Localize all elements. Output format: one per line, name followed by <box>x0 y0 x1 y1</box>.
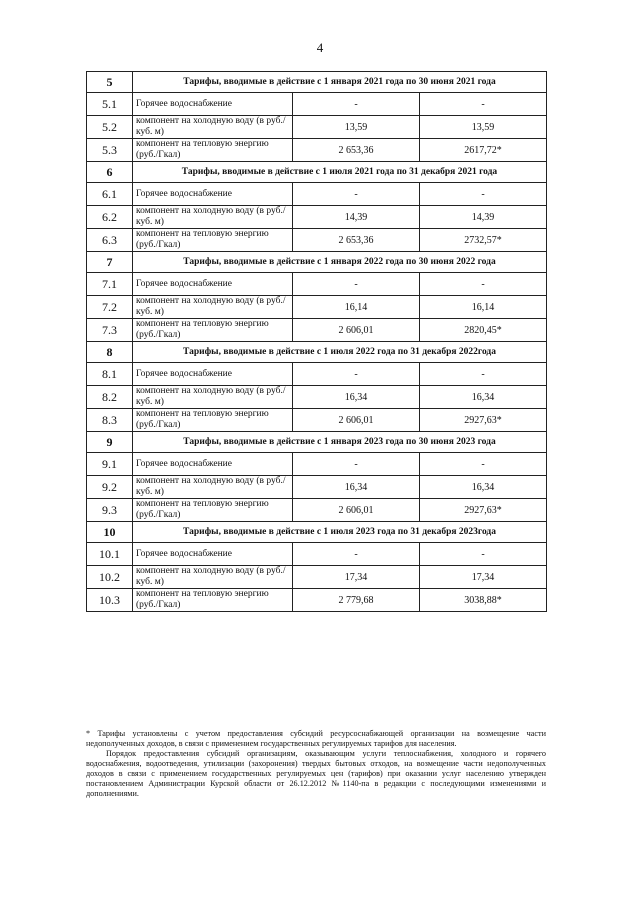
row-value-2: - <box>420 93 547 116</box>
row-number: 5.2 <box>87 116 133 139</box>
row-number: 8.3 <box>87 409 133 432</box>
row-name: Горячее водоснабжение <box>133 453 293 476</box>
table-row <box>87 499 547 522</box>
row-value-1: 2 606,01 <box>293 319 420 342</box>
row-value-2: - <box>420 183 547 206</box>
row-value-1: 13,59 <box>293 116 420 139</box>
row-number: 6.2 <box>87 206 133 229</box>
row-value-1: 2 653,36 <box>293 229 420 252</box>
row-value-2: 3038,88* <box>420 589 547 612</box>
row-name: компонент на холодную воду (в руб./куб. м) <box>133 566 293 589</box>
section-title: Тарифы, вводимые в действие с 1 января 2021 года по 30 июня 2021 года <box>133 72 547 93</box>
section-title: Тарифы, вводимые в действие с 1 января 2022 года по 30 июня 2022 года <box>133 252 547 273</box>
table-row <box>87 566 547 589</box>
row-value-2: 13,59 <box>420 116 547 139</box>
table-row <box>87 183 547 206</box>
row-value-2: 2927,63* <box>420 409 547 432</box>
row-name: компонент на холодную воду (в руб./куб. м) <box>133 206 293 229</box>
row-name: компонент на тепловую энергию (руб./Гкал) <box>133 229 293 252</box>
row-number: 9.2 <box>87 476 133 499</box>
section-title: Тарифы, вводимые в действие с 1 января 2023 года по 30 июня 2023 года <box>133 432 547 453</box>
row-name: Горячее водоснабжение <box>133 183 293 206</box>
table-row <box>87 93 547 116</box>
row-value-1: 16,34 <box>293 476 420 499</box>
table-row <box>87 409 547 432</box>
section-title: Тарифы, вводимые в действие с 1 июля 2023 года по 31 декабря 2023года <box>133 522 547 543</box>
row-name: Горячее водоснабжение <box>133 93 293 116</box>
row-number: 7.1 <box>87 273 133 296</box>
row-number: 5.1 <box>87 93 133 116</box>
row-number: 10.2 <box>87 566 133 589</box>
row-value-1: - <box>293 183 420 206</box>
row-value-1: 2 653,36 <box>293 139 420 162</box>
row-value-1: 16,34 <box>293 386 420 409</box>
row-name: компонент на тепловую энергию (руб./Гкал) <box>133 409 293 432</box>
table-row <box>87 363 547 386</box>
row-name: компонент на тепловую энергию (руб./Гкал) <box>133 319 293 342</box>
section-number: 7 <box>87 252 133 273</box>
row-number: 10.1 <box>87 543 133 566</box>
section-header-row <box>87 522 547 543</box>
row-value-1: - <box>293 453 420 476</box>
row-value-2: 16,34 <box>420 386 547 409</box>
row-name: Горячее водоснабжение <box>133 543 293 566</box>
row-name: Горячее водоснабжение <box>133 273 293 296</box>
table-row <box>87 273 547 296</box>
section-number: 6 <box>87 162 133 183</box>
row-number: 6.3 <box>87 229 133 252</box>
row-value-1: - <box>293 543 420 566</box>
section-number: 9 <box>87 432 133 453</box>
row-value-2: 2617,72* <box>420 139 547 162</box>
row-value-2: - <box>420 453 547 476</box>
row-value-2: 2820,45* <box>420 319 547 342</box>
section-header-row <box>87 72 547 93</box>
row-number: 8.1 <box>87 363 133 386</box>
row-value-1: 14,39 <box>293 206 420 229</box>
table-row <box>87 206 547 229</box>
section-header-row <box>87 252 547 273</box>
row-value-2: 14,39 <box>420 206 547 229</box>
row-value-2: 2927,63* <box>420 499 547 522</box>
row-value-2: - <box>420 273 547 296</box>
row-value-2: 17,34 <box>420 566 547 589</box>
page-number: 4 <box>316 40 324 55</box>
row-name: Горячее водоснабжение <box>133 363 293 386</box>
section-header-row <box>87 342 547 363</box>
tariffs-table <box>86 71 547 612</box>
table-row <box>87 543 547 566</box>
footnote-paragraph: Порядок предоставления субсидий организациям, оказывающим услуги теплоснабжения, холодного и горячего водоснабжения, водоотведения, утилизации (захоронения) твердых бытовых отходов, на возмещение части недополученных доходов в связи с применением государственных регулируемых цен (тарифов) при оказании услуг населению утвержден постановлением Администрации Курской области от 26.12.2012 №1140-па в редакции с последующими изменениями и дополнениями. <box>86 749 546 798</box>
row-value-2: 16,14 <box>420 296 547 319</box>
section-number: 8 <box>87 342 133 363</box>
row-name: компонент на холодную воду (в руб./куб. м) <box>133 476 293 499</box>
table-row <box>87 319 547 342</box>
row-value-1: 2 779,68 <box>293 589 420 612</box>
section-header-row <box>87 432 547 453</box>
row-value-1: 2 606,01 <box>293 499 420 522</box>
section-header-row <box>87 162 547 183</box>
table-row <box>87 139 547 162</box>
table-row <box>87 296 547 319</box>
row-number: 6.1 <box>87 183 133 206</box>
row-name: компонент на тепловую энергию (руб./Гкал) <box>133 589 293 612</box>
row-value-1: - <box>293 273 420 296</box>
row-number: 7.2 <box>87 296 133 319</box>
table-row <box>87 589 547 612</box>
row-value-1: 17,34 <box>293 566 420 589</box>
row-name: компонент на холодную воду (в руб./куб. м) <box>133 296 293 319</box>
row-number: 9.3 <box>87 499 133 522</box>
row-value-1: - <box>293 93 420 116</box>
section-title: Тарифы, вводимые в действие с 1 июля 2022 года по 31 декабря 2022года <box>133 342 547 363</box>
table-row <box>87 453 547 476</box>
row-number: 5.3 <box>87 139 133 162</box>
section-number: 10 <box>87 522 133 543</box>
row-value-2: 2732,57* <box>420 229 547 252</box>
row-name: компонент на холодную воду (в руб./куб. м) <box>133 386 293 409</box>
section-title: Тарифы, вводимые в действие с 1 июля 2021 года по 31 декабря 2021 года <box>133 162 547 183</box>
row-number: 10.3 <box>87 589 133 612</box>
table-row <box>87 476 547 499</box>
section-number: 5 <box>87 72 133 93</box>
table-row <box>87 229 547 252</box>
footnote <box>86 729 546 799</box>
row-value-2: - <box>420 543 547 566</box>
table-row <box>87 116 547 139</box>
row-value-1: 16,14 <box>293 296 420 319</box>
row-value-2: 16,34 <box>420 476 547 499</box>
row-number: 8.2 <box>87 386 133 409</box>
row-value-1: 2 606,01 <box>293 409 420 432</box>
row-name: компонент на тепловую энергию (руб./Гкал) <box>133 139 293 162</box>
row-name: компонент на холодную воду (в руб./куб. м) <box>133 116 293 139</box>
row-name: компонент на тепловую энергию (руб./Гкал) <box>133 499 293 522</box>
row-number: 9.1 <box>87 453 133 476</box>
row-value-1: - <box>293 363 420 386</box>
row-value-2: - <box>420 363 547 386</box>
row-number: 7.3 <box>87 319 133 342</box>
footnote-note: * Тарифы установлены с учетом предоставления субсидий ресурсоснабжающей организации на возмещение части недополученных доходов, в связи с применением государственных регулируемых тарифов для населения. <box>86 729 546 748</box>
table-row <box>87 386 547 409</box>
